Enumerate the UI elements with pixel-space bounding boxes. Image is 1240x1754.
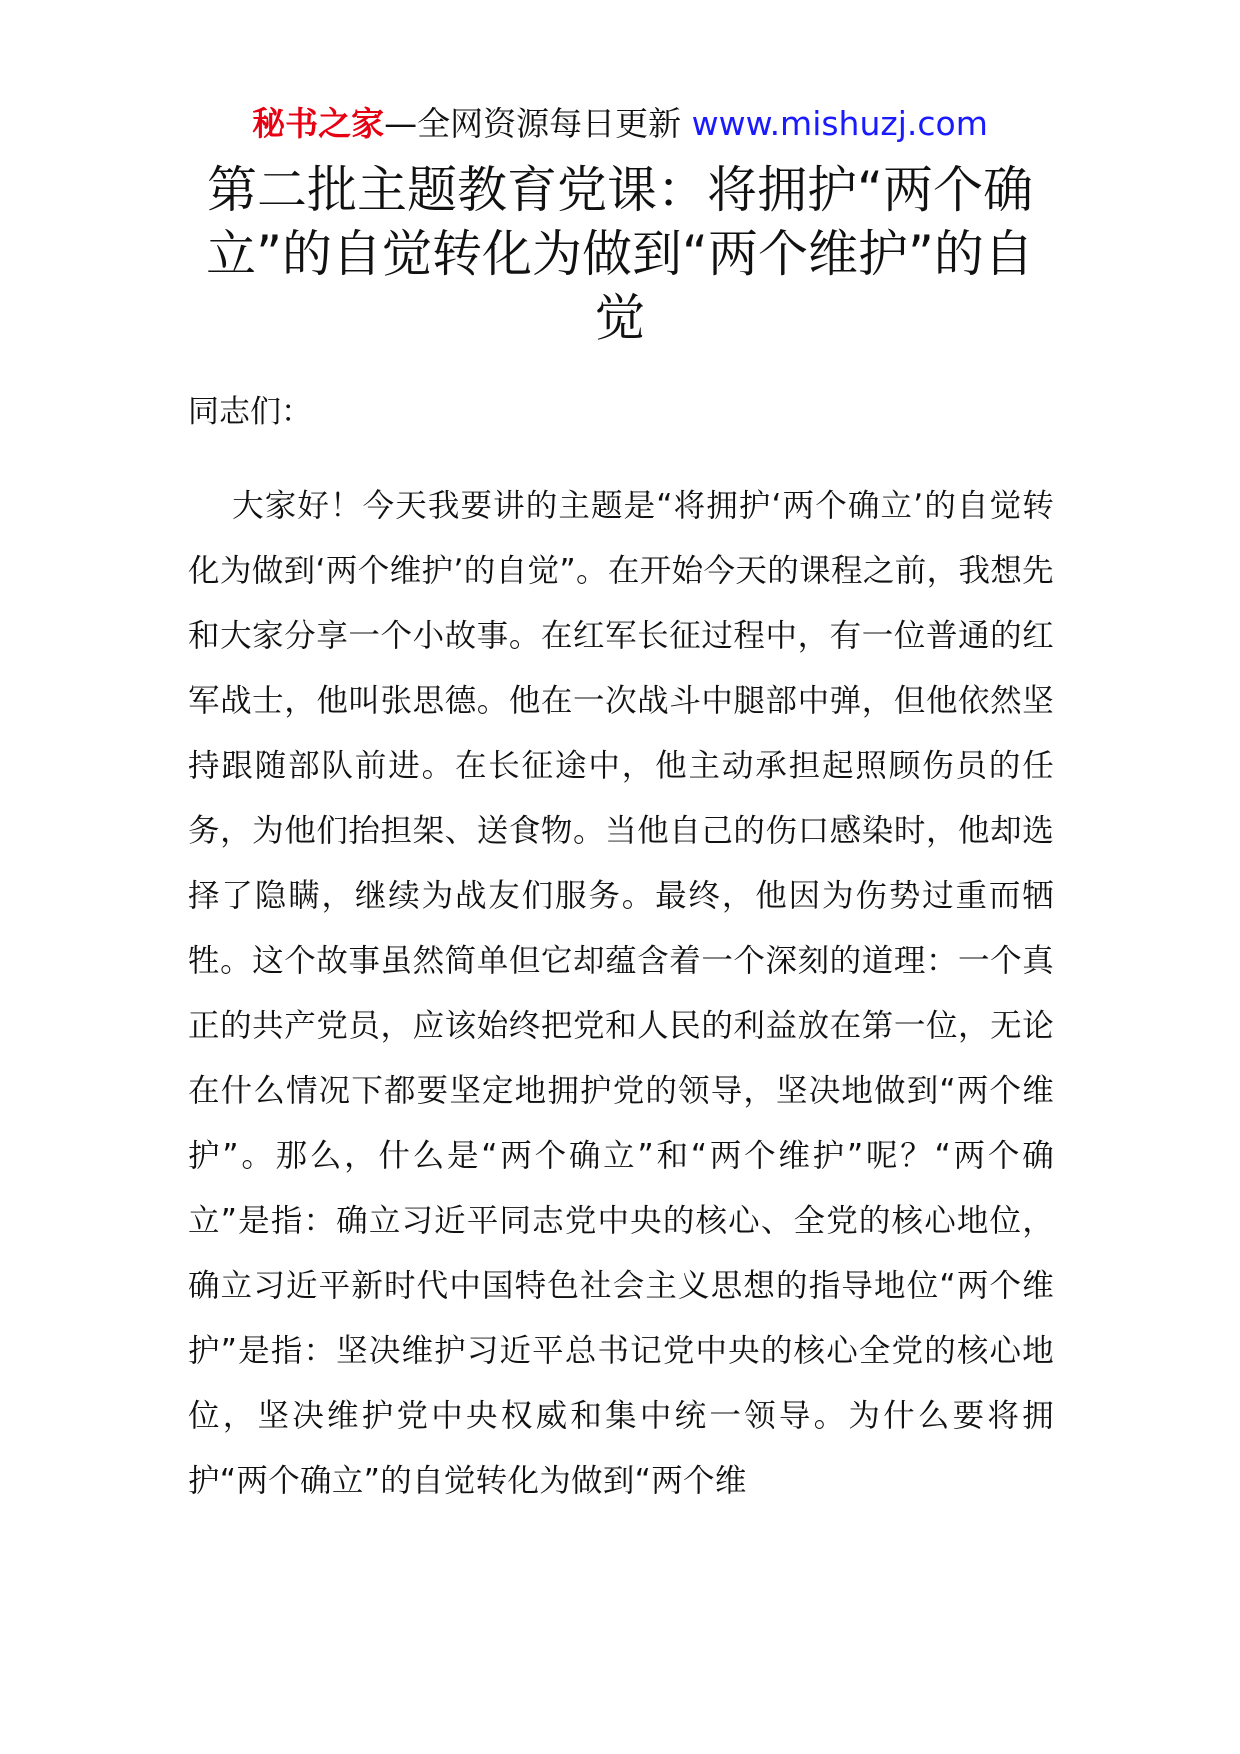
header-tagline: —全网资源每日更新: [384, 104, 692, 143]
site-header: [0, 98, 1240, 150]
document-title: 第二批主题教育党课：将拥护“两个确立”的自觉转化为做到“两个维护”的自觉: [206, 161, 1034, 347]
site-url-link[interactable]: www.mishuzj.com: [691, 104, 988, 143]
salutation: 同志们：: [188, 394, 312, 430]
body-paragraph: 大家好！今天我要讲的主题是“将拥护‘两个确立’的自觉转化为做到‘两个维护’的自觉”。在开始今天的课程之前，我想先和大家分享一个小故事。在红军长征过程中，有一位普通的红军战士，他叫张思德。他在一次战斗中腿部中弹，但他依然坚持跟随部队前进。在长征途中，他主动承担起照顾伤员的任务，为他们抬担架、送食物。当他自己的伤口感染时，他却选择了隐瞒，继续为战友们服务。最终，他因为伤势过重而牺牲。这个故事虽然简单但它却蕴含着一个深刻的道理：一个真正的共产党员，应该始终把党和人民的利益放在第一位，无论在什么情况下都要坚定地拥护党的领导，坚决地做到“两个维护”。那么，什么是“两个确立”和“两个维护”呢？“两个确立”是指：确立习近平同志党中央的核心、全党的核心地位，确立习近平新时代中国特色社会主义思想的指导地位“两个维护”是指：坚决维护习近平总书记党中央的核心全党的核心地位，坚决维护党中央权威和集中统一领导。为什么要将拥护“两个确立”的自觉转化为做到“两个维: [188, 488, 1054, 1499]
brand-name: 秘书之家: [252, 104, 385, 143]
